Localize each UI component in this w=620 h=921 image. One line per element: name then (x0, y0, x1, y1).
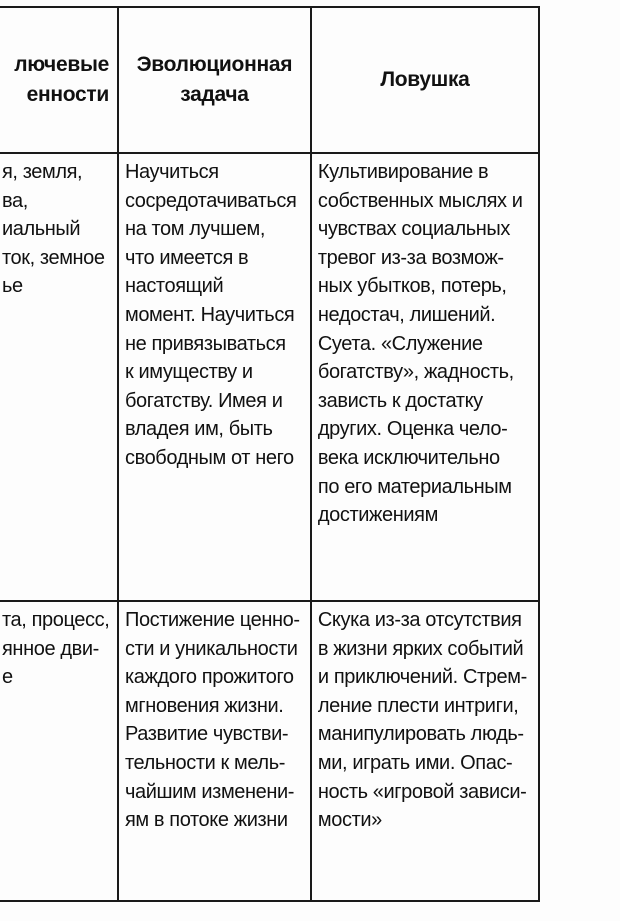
evolution-task-cell (118, 601, 311, 901)
cell-line: момент. Научиться (124, 303, 295, 326)
cell-line: ва, (2, 189, 28, 212)
cell-line: Культивирование в (317, 161, 489, 183)
cell-line: что имеется в (124, 246, 249, 269)
cell-line: и приключений. Стрем- (317, 666, 527, 689)
key-values-cell (0, 153, 118, 601)
cell-line: Суета. «Служение (317, 332, 483, 355)
trap-cell (311, 153, 539, 601)
cell-line: каждого прожитого (124, 666, 294, 689)
cell-line: та, процесс, (2, 609, 110, 631)
table-row (0, 153, 539, 601)
cell-line: свободным от него (124, 446, 294, 469)
header-evolution-task (118, 7, 311, 153)
cell-line: Постижение ценно- (124, 609, 300, 631)
header-line: Эволюционная (136, 53, 293, 76)
cell-line: в жизни ярких событий (317, 637, 524, 660)
cell-line: собственных мыслях и (317, 189, 523, 212)
cell-line: ми, играть ими. Опас- (317, 751, 513, 774)
cell-line: ление плести интриги, (317, 694, 519, 717)
key-values-cell (0, 601, 118, 901)
cell-line: владея им, быть (124, 418, 273, 441)
cell-line: ье (2, 275, 23, 298)
cell-line: по его материальным (317, 475, 512, 498)
cell-line: сосредотачиваться (124, 189, 297, 212)
cell-line: на том лучшем, (124, 218, 266, 241)
cell-line: сти и уникальности (124, 637, 298, 660)
cell-line: зависть к достатку (317, 389, 483, 412)
table-row (0, 601, 539, 901)
cell-line: ность «игровой зависи- (317, 780, 527, 803)
cell-line: я, земля, (2, 161, 83, 183)
header-line: лючевые (14, 53, 109, 76)
cell-line: к имуществу и (124, 361, 253, 384)
cell-line: Научиться (124, 161, 219, 183)
header-trap (311, 7, 539, 153)
cell-line: тревог из-за возмож- (317, 246, 504, 269)
cell-line: Скука из-за отсутствия (317, 609, 522, 631)
cell-line: манипулировать людь- (317, 723, 524, 746)
table-header-row (0, 7, 539, 153)
cell-line: века исключительно (317, 446, 500, 469)
evolution-task-cell (118, 153, 311, 601)
cell-line: чайшим изменени- (124, 780, 295, 803)
cell-line: ям в потоке жизни (124, 809, 288, 832)
cell-line: других. Оценка чело- (317, 418, 508, 441)
cell-line: настоящий (124, 275, 224, 298)
header-line: задача (180, 83, 249, 106)
cell-line: достижениям (317, 504, 438, 527)
cell-line: янное дви- (2, 637, 99, 660)
cell-line: мости» (317, 809, 382, 832)
cell-line: ных убытков, потерь, (317, 275, 507, 298)
cell-line: богатству», жадность, (317, 361, 514, 384)
cell-line: иальный (2, 218, 81, 241)
cell-line: е (2, 666, 13, 689)
header-key-values (0, 7, 118, 153)
cell-line: недостач, лишений. (317, 303, 496, 326)
cell-line: мгновения жизни. (124, 694, 284, 717)
header-line: Ловушка (380, 68, 470, 91)
cell-line: не привязываться (124, 332, 286, 355)
trap-cell (311, 601, 539, 901)
values-table (0, 6, 540, 902)
cell-line: Развитие чувстви- (124, 723, 289, 746)
header-line: енности (26, 83, 109, 106)
cell-line: тельности к мель- (124, 751, 285, 774)
cell-line: чувствах социальных (317, 218, 510, 241)
cell-line: богатству. Имея и (124, 389, 283, 412)
cell-line: ток, земное (2, 246, 105, 269)
